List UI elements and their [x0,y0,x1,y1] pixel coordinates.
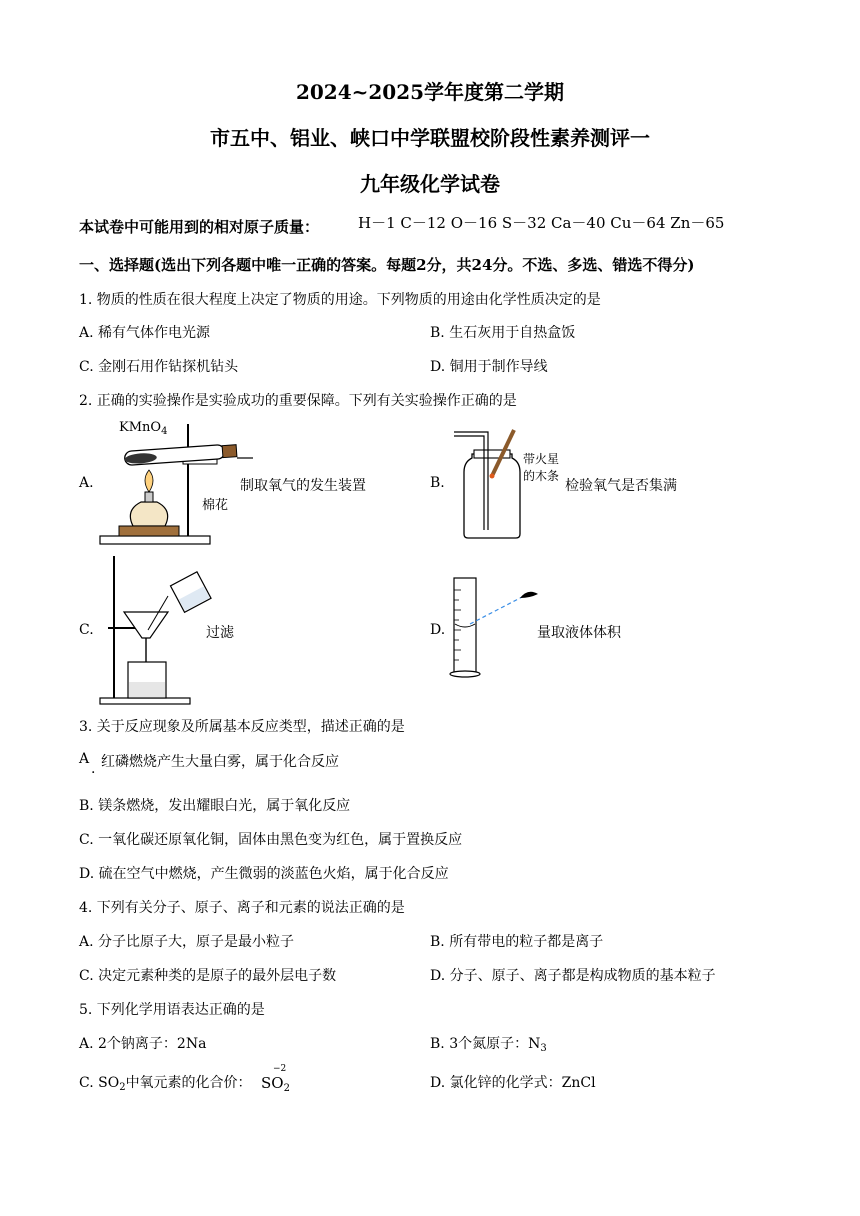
question-2-option-a-letter: A. [79,475,94,491]
question-1-option-d: D. 铜用于制作导线 [430,359,548,375]
glowing-splint-label-2: 的木条 [523,469,560,483]
question-1-option-b: B. 生石灰用于自热盒饭 [430,325,576,341]
question-3-option-c: C. 一氧化碳还原氧化铜，固体由黑色变为红色，属于置换反应 [79,832,463,848]
question-2-option-a-caption: 制取氧气的发生装置 [240,478,366,494]
question-4-option-c: C. 决定元素种类的是原子的最外层电子数 [79,968,337,984]
question-5-option-d: D. 氯化锌的化学式：ZnCl [430,1075,596,1091]
gas-collection-bottle-diagram [450,426,530,542]
question-1-option-c: C. 金刚石用作钻探机钻头 [79,359,239,375]
question-1-stem: 1. 物质的性质在很大程度上决定了物质的用途。下列物质的用途由化学性质决定的是 [79,292,601,308]
glowing-splint-label-1: 带火星 [523,452,560,466]
question-3-option-a-letter: A [79,751,90,767]
so2-valence-formula: $SO_2$ [261,1074,290,1094]
atomic-mass-label: 本试卷中可能用到的相对原子质量： [79,218,320,236]
question-2-option-c-letter: C. [79,622,94,638]
question-4-option-b: B. 所有带电的粒子都是离子 [430,934,604,950]
question-3-stem: 3. 关于反应现象及所属基本反应类型，描述正确的是 [79,719,405,735]
question-4-option-a: A. 分子比原子大，原子是最小粒子 [79,934,295,950]
kmno4-label: KMnO$_4$ [119,420,168,437]
cotton-label: 棉花 [202,498,229,513]
question-4-option-d: D. 分子、原子、离子都是构成物质的基本粒子 [430,968,716,984]
question-3-option-b: B. 镁条燃烧，发出耀眼白光，属于氧化反应 [79,798,351,814]
oxygen-generation-apparatus-diagram [95,418,255,550]
question-2-option-d-letter: D. [430,622,446,638]
exam-year-title: 2024~2025学年度第二学期 [295,80,565,104]
question-5-option-c: C. $SO_2$中氧元素的化合价： [79,1075,252,1093]
question-2-option-b-caption: 检验氧气是否集满 [565,478,677,494]
question-5-option-b: B. 3个氮原子：$N_3$ [430,1036,547,1054]
question-2-option-c-caption: 过滤 [206,625,234,641]
section-heading: 一、选择题(选出下列各题中唯一正确的答案。每题2分，共24分。不选、多选、错选不得分) [79,256,695,274]
question-2-stem: 2. 正确的实验操作是实验成功的重要保障。下列有关实验操作正确的是 [79,393,517,409]
filtration-apparatus-diagram [98,552,208,706]
atomic-mass-values: H－1 C－12 O－16 S－32 Ca－40 Cu－64 Zn－65 [358,214,725,232]
school-alliance-title: 市五中、铝业、峡口中学联盟校阶段性素养测评一 [210,126,650,150]
question-4-stem: 4. 下列有关分子、原子、离子和元素的说法正确的是 [79,900,405,916]
exam-subject-title: 九年级化学试卷 [360,172,500,196]
question-3-option-a-dot: · [91,765,96,781]
question-3-option-a-text: 红磷燃烧产生大量白雾，属于化合反应 [101,754,339,770]
question-2-option-b-letter: B. [430,475,445,491]
question-5-stem: 5. 下列化学用语表达正确的是 [79,1002,265,1018]
question-1-option-a: A. 稀有气体作电光源 [79,325,211,341]
valence-superscript: −2 [273,1064,287,1074]
question-5-option-a: A. 2个钠离子：2Na [79,1036,207,1052]
question-2-option-d-caption: 量取液体体积 [537,625,621,641]
question-3-option-d: D. 硫在空气中燃烧，产生微弱的淡蓝色火焰，属于化合反应 [79,866,449,882]
